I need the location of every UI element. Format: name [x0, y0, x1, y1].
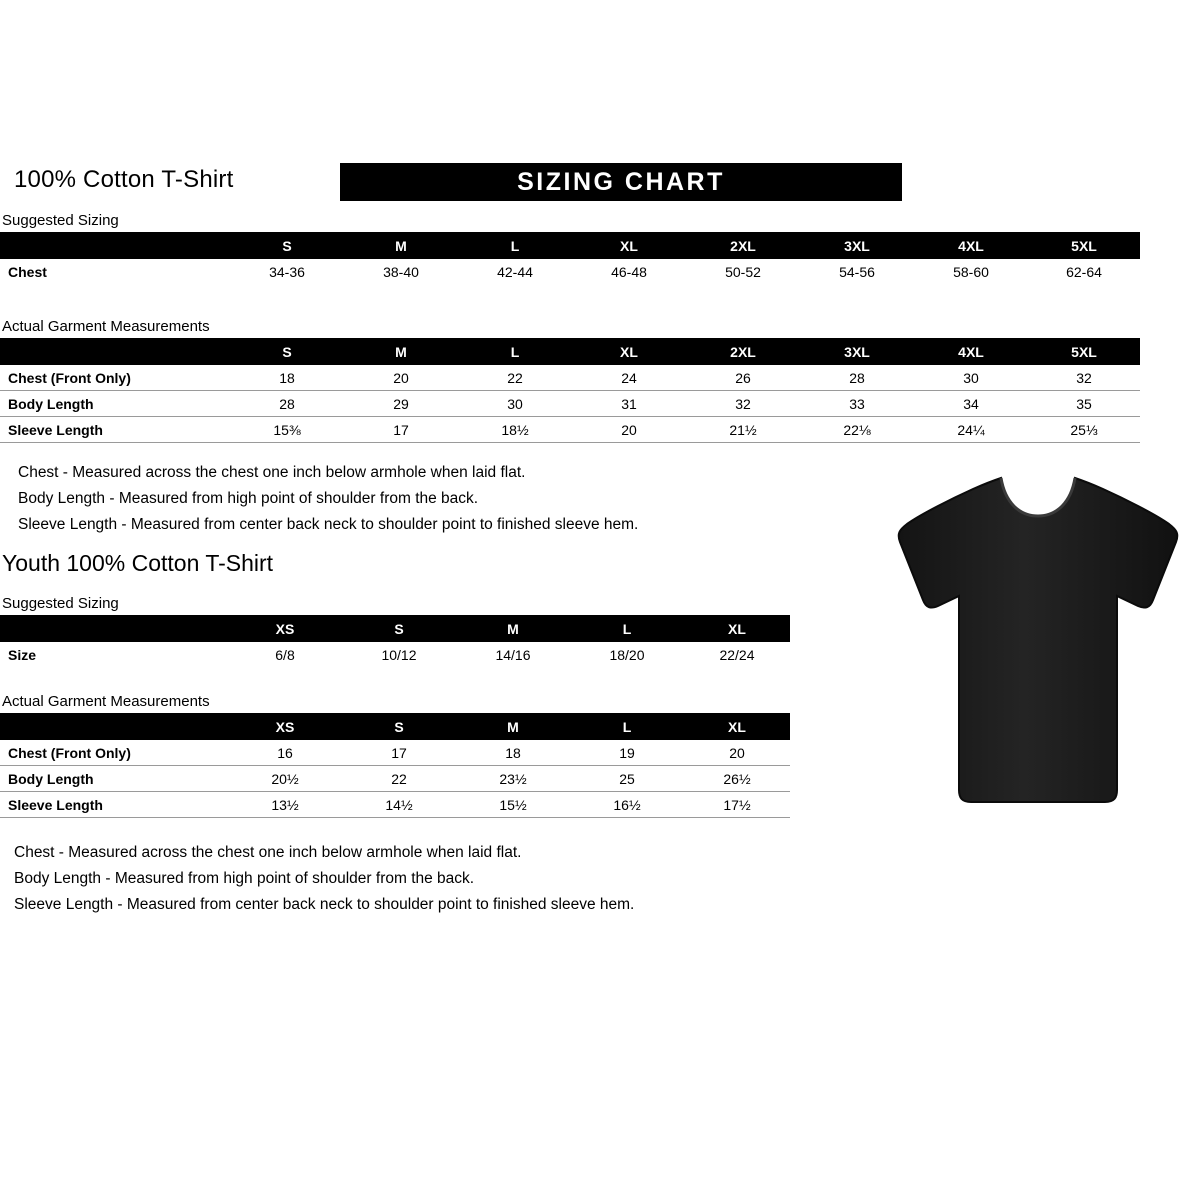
sizing-chart-banner [340, 163, 902, 201]
adult-section-heading: 100% Cotton T-Shirt [14, 166, 234, 193]
cell: 34-36 [269, 263, 305, 280]
cell: 6/8 [275, 646, 295, 663]
col-header: S [342, 713, 456, 740]
col-header: L [570, 713, 684, 740]
col-header: S [230, 232, 344, 259]
col-header: 3XL [800, 232, 914, 259]
youth-actual-measurements-label: Actual Garment Measurements [2, 693, 210, 710]
adult-suggested-sizing-table [0, 232, 1140, 284]
cell: 18/20 [609, 646, 645, 663]
note-line: Chest - Measured across the chest one inch below armhole when laid flat. [18, 464, 526, 481]
row-label: Sleeve Length [8, 421, 103, 438]
col-header: S [230, 338, 344, 365]
table-row [0, 740, 790, 766]
col-header: M [344, 338, 458, 365]
adult-measurement-notes [18, 460, 638, 538]
table-row [0, 391, 1140, 417]
cell: 20½ [271, 770, 299, 787]
col-header: XL [684, 713, 790, 740]
youth-section-heading: Youth 100% Cotton T-Shirt [2, 550, 274, 576]
cell: 20 [621, 421, 637, 438]
adult-actual-measurements-table [0, 338, 1140, 443]
col-header: S [342, 615, 456, 642]
table-header-row [0, 615, 790, 642]
note-line: Body Length - Measured from high point of shoulder from the back. [14, 870, 475, 887]
table-row [0, 766, 790, 792]
col-header: XS [228, 713, 342, 740]
youth-suggested-sizing-label: Suggested Sizing [2, 595, 119, 612]
cell: 18 [279, 369, 295, 386]
cell: 62-64 [1066, 263, 1102, 280]
table-header-row [0, 232, 1140, 259]
cell: 58-60 [953, 263, 989, 280]
col-header [0, 338, 230, 365]
col-header: XL [684, 615, 790, 642]
col-header: 5XL [1028, 232, 1140, 259]
row-label: Chest (Front Only) [8, 744, 131, 761]
col-header [0, 615, 228, 642]
table-row [0, 365, 1140, 391]
cell: 32 [1076, 369, 1092, 386]
col-header: M [344, 232, 458, 259]
cell: 18½ [501, 421, 529, 438]
cell: 30 [507, 395, 523, 412]
cell: 28 [279, 395, 295, 412]
cell: 29 [393, 395, 409, 412]
row-label: Sleeve Length [8, 796, 103, 813]
cell: 14½ [385, 796, 413, 813]
cell: 22 [391, 770, 407, 787]
table-row [0, 642, 790, 667]
col-header: M [456, 615, 570, 642]
cell: 24 [621, 369, 637, 386]
youth-measurement-notes [14, 840, 634, 918]
col-header: 3XL [800, 338, 914, 365]
col-header: M [456, 713, 570, 740]
col-header: XL [572, 338, 686, 365]
row-label: Size [8, 646, 37, 663]
cell: 54-56 [839, 263, 875, 280]
cell: 46-48 [611, 263, 647, 280]
cell: 25 [619, 770, 635, 787]
cell: 18 [505, 744, 521, 761]
col-header: L [458, 338, 572, 365]
col-header: L [458, 232, 572, 259]
row-label: Body Length [8, 770, 94, 787]
cell: 21½ [729, 421, 757, 438]
tshirt-icon [893, 472, 1183, 812]
cell: 17 [393, 421, 409, 438]
row-label: Chest (Front Only) [8, 369, 131, 386]
row-label: Chest [8, 263, 47, 280]
table-row [0, 259, 1140, 284]
cell: 30 [963, 369, 979, 386]
table-header-row [0, 338, 1140, 365]
note-line: Sleeve Length - Measured from center back neck to shoulder point to finished sleeve hem. [14, 896, 635, 913]
cell: 20 [729, 744, 745, 761]
cell: 33 [849, 395, 865, 412]
cell: 50-52 [725, 263, 761, 280]
cell: 42-44 [497, 263, 533, 280]
note-line: Chest - Measured across the chest one inch below armhole when laid flat. [14, 844, 522, 861]
table-header-row [0, 713, 790, 740]
col-header: 2XL [686, 338, 800, 365]
cell: 23½ [499, 770, 527, 787]
cell: 15½ [499, 796, 527, 813]
cell: 24¼ [957, 421, 985, 438]
cell: 35 [1076, 395, 1092, 412]
cell: 28 [849, 369, 865, 386]
cell: 22/24 [719, 646, 755, 663]
col-header [0, 713, 228, 740]
cell: 22 [507, 369, 523, 386]
tshirt-illustration [893, 472, 1183, 812]
cell: 31 [621, 395, 637, 412]
cell: 14/16 [495, 646, 531, 663]
note-line: Body Length - Measured from high point of shoulder from the back. [18, 490, 479, 507]
cell: 13½ [271, 796, 299, 813]
col-header [0, 232, 230, 259]
cell: 25⅓ [1070, 421, 1098, 438]
cell: 26½ [723, 770, 751, 787]
adult-actual-measurements-label: Actual Garment Measurements [2, 318, 210, 335]
cell: 16½ [613, 796, 641, 813]
note-line: Sleeve Length - Measured from center back neck to shoulder point to finished sleeve hem. [18, 516, 639, 533]
cell: 22⅛ [843, 421, 871, 438]
cell: 26 [735, 369, 751, 386]
cell: 17½ [723, 796, 751, 813]
col-header: L [570, 615, 684, 642]
cell: 34 [963, 395, 979, 412]
table-row [0, 792, 790, 818]
cell: 20 [393, 369, 409, 386]
col-header: XS [228, 615, 342, 642]
cell: 10/12 [381, 646, 417, 663]
col-header: 4XL [914, 338, 1028, 365]
col-header: 2XL [686, 232, 800, 259]
col-header: 5XL [1028, 338, 1140, 365]
cell: 38-40 [383, 263, 419, 280]
adult-suggested-sizing-label: Suggested Sizing [2, 212, 119, 229]
youth-suggested-sizing-table [0, 615, 790, 667]
cell: 15⅜ [273, 421, 301, 438]
row-label: Body Length [8, 395, 94, 412]
table-row [0, 417, 1140, 443]
sizing-chart-banner-title: SIZING CHART [517, 167, 725, 196]
youth-actual-measurements-table [0, 713, 790, 818]
cell: 19 [619, 744, 635, 761]
col-header: XL [572, 232, 686, 259]
col-header: 4XL [914, 232, 1028, 259]
cell: 16 [277, 744, 293, 761]
cell: 32 [735, 395, 751, 412]
cell: 17 [391, 744, 407, 761]
